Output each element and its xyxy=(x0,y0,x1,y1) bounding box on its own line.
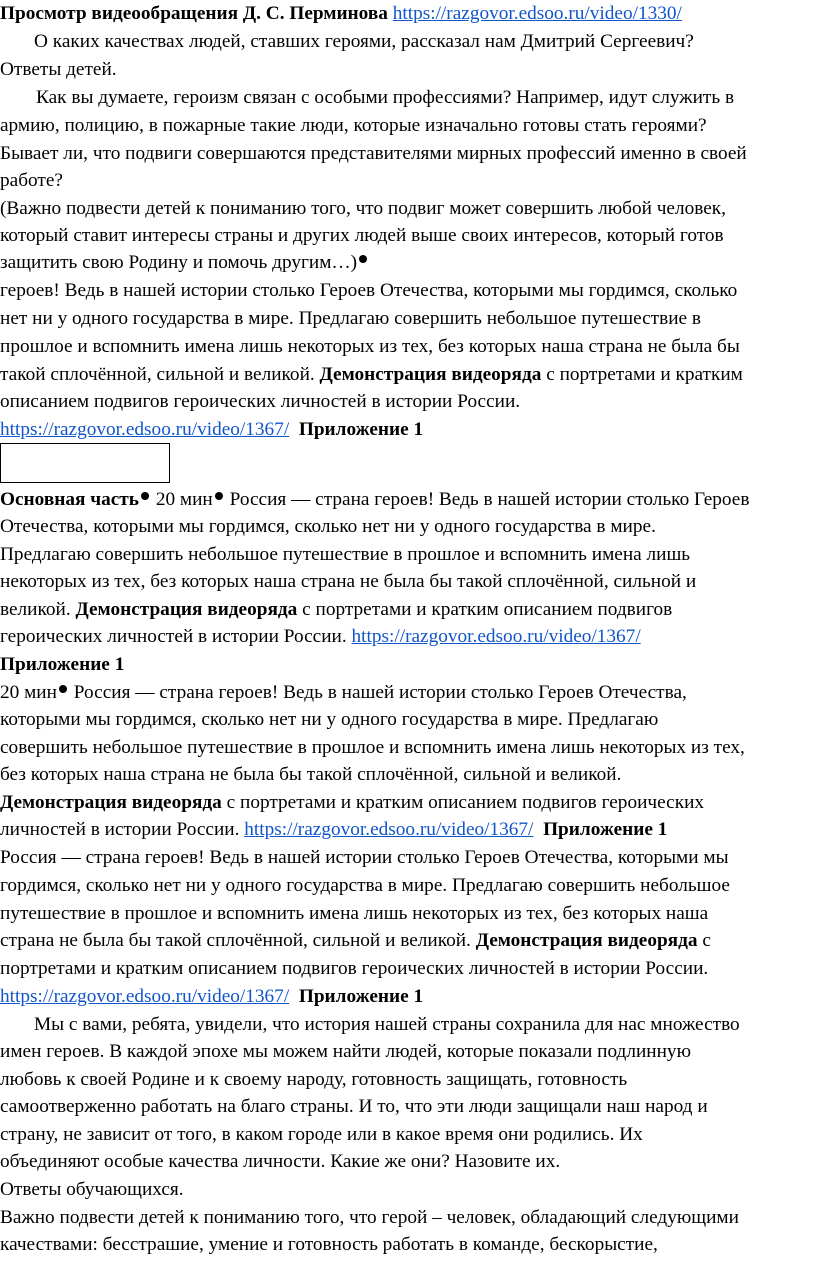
paragraph-line: Ответы обучающихся. xyxy=(0,1179,184,1200)
paragraph-line: объединяют особые качества личности. Какие же они? Назовите их. xyxy=(0,1151,561,1172)
video-link-1367[interactable]: https://razgovor.edsoo.ru/video/1367/ xyxy=(0,419,290,440)
paragraph-line: гордимся, сколько нет ни у одного государства в мире. Предлагаю совершить небольшое xyxy=(0,875,730,896)
video-link-1367[interactable]: https://razgovor.edsoo.ru/video/1367/ xyxy=(244,819,534,840)
line-text: такой сплочённой, сильной и великой. xyxy=(0,364,315,385)
line-text: Россия — страна героев! Ведь в нашей истории столько Героев Отечества, xyxy=(73,682,687,703)
bullet-icon xyxy=(215,492,223,500)
paragraph-line xyxy=(0,983,423,1010)
appendix-label: Приложение 1 xyxy=(298,986,424,1007)
line-text: Россия — страна героев! Ведь в нашей истории столько Героев xyxy=(229,489,750,510)
paragraph-line xyxy=(0,789,704,816)
paragraph-line xyxy=(0,416,423,443)
paragraph-line: которыми мы гордимся, сколько нет ни у одного государства в мире. Предлагаю xyxy=(0,709,659,730)
paragraph-line: Важно подвести детей к пониманию того, что герой – человек, обладающий следующими xyxy=(0,1207,739,1228)
line-text: страна не была бы такой сплочённой, сильной и великой. xyxy=(0,930,471,951)
appendix-label: Приложение 1 xyxy=(298,419,424,440)
demo-label: Демонстрация видеоряда xyxy=(475,930,698,951)
paragraph-line: который ставит интересы страны и других людей выше своих интересов, который готов xyxy=(0,225,724,246)
paragraph-line: героев! Ведь в нашей истории столько Героев Отечества, которыми мы гордимся, сколько xyxy=(0,280,738,301)
video-link-1330[interactable]: https://razgovor.edsoo.ru/video/1330/ xyxy=(392,3,682,24)
line-text: героических личностей в истории России. xyxy=(0,626,347,647)
paragraph-line: Отечества, которыми мы гордимся, сколько нет ни у одного государства в мире. xyxy=(0,516,656,537)
line-text: с портретами и кратким xyxy=(546,364,743,385)
appendix-label: Приложение 1 xyxy=(0,654,125,675)
paragraph-line: любовь к своей Родине и к своему народу, готовность защищать, готовность xyxy=(0,1069,628,1090)
line-text: с портретами и кратким описанием подвигов героических xyxy=(226,792,705,813)
demo-label: Демонстрация видеоряда xyxy=(319,364,542,385)
video-link-1367[interactable]: https://razgovor.edsoo.ru/video/1367/ xyxy=(0,986,290,1007)
paragraph-line: армию, полицию, в пожарные такие люди, которые изначально готовы стать героями? xyxy=(0,115,707,136)
paragraph-line: некоторых из тех, без которых наша страна не была бы такой сплочённой, сильной и xyxy=(0,571,697,592)
demo-label: Демонстрация видеоряда xyxy=(75,599,298,620)
paragraph-line: портретами и кратким описанием подвигов героических личностей в истории России. xyxy=(0,958,709,979)
paragraph-line: качествами: бесстрашие, умение и готовность работать в команде, бескорыстие, xyxy=(0,1234,658,1255)
paragraph-line: Как вы думаете, героизм связан с особыми профессиями? Например, идут служить в xyxy=(36,87,735,108)
bullet-icon xyxy=(141,492,149,500)
paragraph-line: самоотверженно работать на благо страны. И то, что эти люди защищали наш народ и xyxy=(0,1096,708,1117)
line-text: защитить свою Родину и помочь другим…) xyxy=(0,252,358,273)
paragraph-line: Ответы детей. xyxy=(0,59,117,80)
line-text: личностей в истории России. xyxy=(0,819,240,840)
paragraph-line xyxy=(0,651,124,678)
paragraph-line: прошлое и вспомнить имена лишь некоторых из тех, без которых наша страна не была бы xyxy=(0,336,740,357)
empty-text-box xyxy=(0,443,170,483)
bullet-icon xyxy=(359,255,367,263)
line-text: с xyxy=(702,930,711,951)
paragraph-line: путешествие в прошлое и вспомнить имена лишь некоторых из тех, без которых наша xyxy=(0,903,709,924)
paragraph-line xyxy=(0,486,749,513)
paragraph-line xyxy=(0,927,711,954)
paragraph-line: Россия — страна героев! Ведь в нашей истории столько Героев Отечества, которыми мы xyxy=(0,847,729,868)
paragraph-line xyxy=(0,679,687,706)
appendix-label: Приложение 1 xyxy=(543,819,668,840)
bullet-icon xyxy=(59,685,67,693)
paragraph-line: описанием подвигов героических личностей в истории России. xyxy=(0,391,521,412)
paragraph-line: работе? xyxy=(0,170,63,191)
paragraph-line: имен героев. В каждой эпохе мы можем найти людей, которые показали подлинную xyxy=(0,1041,691,1062)
demo-label: Демонстрация видеоряда xyxy=(0,792,222,813)
line-title xyxy=(0,0,682,27)
duration-label: 20 мин xyxy=(155,489,213,510)
title-heading: Просмотр видеообращения Д. С. Перминова xyxy=(0,3,388,24)
paragraph-line: О каких качествах людей, ставших героями, рассказал нам Дмитрий Сергеевич? xyxy=(34,31,694,52)
paragraph-line xyxy=(0,596,672,623)
paragraph-line: Бывает ли, что подвиги совершаются представителями мирных профессий именно в своей xyxy=(0,143,747,164)
paragraph-line: (Важно подвести детей к пониманию того, что подвиг может совершить любой человек, xyxy=(0,198,726,219)
video-link-1367[interactable]: https://razgovor.edsoo.ru/video/1367/ xyxy=(351,626,641,647)
paragraph-line: без которых наша страна не была бы такой сплочённой, сильной и великой. xyxy=(0,764,622,785)
paragraph-line xyxy=(0,623,641,650)
paragraph-line xyxy=(0,816,667,843)
paragraph-line xyxy=(0,361,743,388)
paragraph-line: Мы с вами, ребята, увидели, что история нашей страны сохранила для нас множество xyxy=(34,1014,740,1035)
line-text: великой. xyxy=(0,599,71,620)
paragraph-line: страну, не зависит от того, в каком городе или в какое время они родились. Их xyxy=(0,1124,643,1145)
paragraph-line xyxy=(0,249,369,276)
duration-label: 20 мин xyxy=(0,682,57,703)
paragraph-line: совершить небольшое путешествие в прошлое и вспомнить имена лишь некоторых из тех, xyxy=(0,737,745,758)
paragraph-line: Предлагаю совершить небольшое путешествие в прошлое и вспомнить имена лишь xyxy=(0,544,691,565)
line-text: с портретами и кратким описанием подвигов xyxy=(302,599,673,620)
main-part-label: Основная часть xyxy=(0,489,139,510)
paragraph-line: нет ни у одного государства в мире. Предлагаю совершить небольшое путешествие в xyxy=(0,308,702,329)
